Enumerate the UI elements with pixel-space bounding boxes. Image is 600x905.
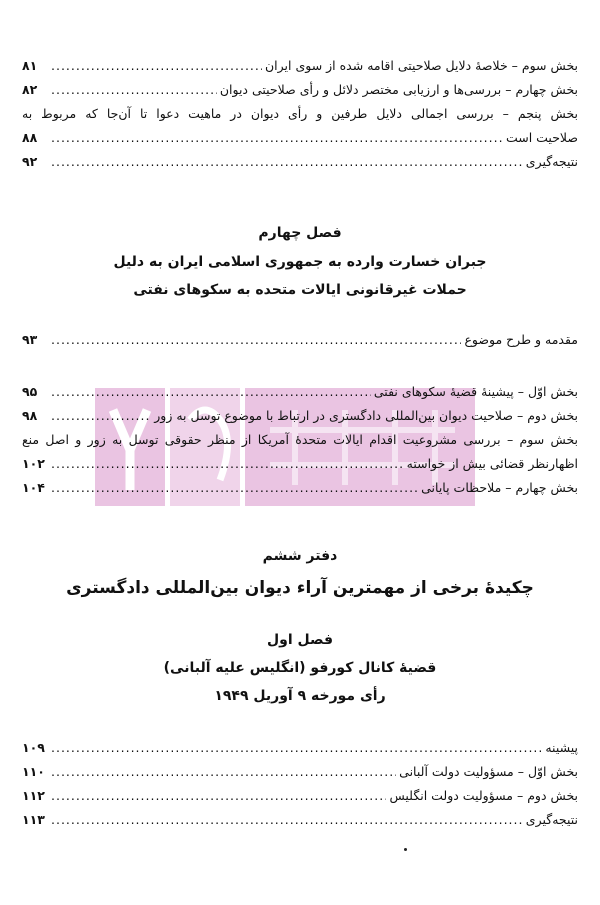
leader-dots (51, 784, 386, 808)
leader-dots (51, 328, 461, 352)
page-mark (404, 848, 407, 851)
toc-entry[interactable] (22, 126, 578, 150)
toc-entry[interactable] (22, 380, 578, 404)
toc-page-number: ۱۰۴ (22, 480, 45, 495)
leader-dots (51, 404, 151, 428)
leader-dots (51, 54, 262, 78)
toc-section-chapter1 (22, 736, 578, 832)
toc-entry[interactable] (22, 784, 578, 808)
toc-entry[interactable] (22, 760, 578, 784)
leader-dots (51, 78, 217, 102)
toc-page-number: ۱۱۲ (22, 788, 45, 803)
toc-entry[interactable] (22, 808, 578, 832)
toc-entry-title: پیشینه (545, 740, 578, 755)
toc-section-top (22, 54, 578, 174)
toc-entry-wrapped-line[interactable]: بخش سوم – بررسی مشروعیت اقدام ایالات متحدهٔ آمریکا از منظر حقوقی توسل به زور و اصل منع (22, 432, 578, 447)
toc-page-number: ۱۱۰ (22, 764, 45, 779)
toc-entry[interactable] (22, 78, 578, 102)
toc-page-number: ۸۲ (22, 82, 38, 97)
toc-entry-title: بخش چهارم – ملاحظات پایانی (421, 480, 578, 495)
toc-page-number: ۱۰۹ (22, 740, 45, 755)
toc-entry[interactable] (22, 54, 578, 78)
toc-entry[interactable] (22, 404, 578, 428)
chapter-title-line: حملات غیرقانونی ایالات متحده به سکوهای نفتی (133, 282, 467, 298)
toc-section-chapter4 (22, 380, 578, 500)
toc-entry-title: مقدمه و طرح موضوع (464, 332, 578, 347)
toc-entry-title: بخش اوّل – پیشینهٔ قضیهٔ سکوهای نفتی (373, 384, 578, 399)
toc-page-number: ۱۱۳ (22, 812, 45, 827)
chapter-heading: فصل چهارم (258, 225, 342, 241)
chapter-heading: فصل اول (267, 632, 333, 648)
leader-dots (51, 380, 371, 404)
toc-entry[interactable] (22, 452, 578, 476)
toc-entry[interactable] (22, 150, 578, 174)
toc-section-intro (22, 328, 578, 352)
book-title: چکیدهٔ برخی از مهمترین آراء دیوان بین‌المللی دادگستری (66, 578, 534, 598)
leader-dots (51, 126, 503, 150)
toc-entry-title: بخش چهارم – بررسی‌ها و ارزیابی مختصر دلائل و رأی صلاحیتی دیوان (219, 82, 578, 97)
leader-dots (51, 452, 404, 476)
toc-page-number: ۹۲ (22, 154, 38, 169)
toc-entry-title: صلاحیت است (505, 130, 578, 145)
toc-page-number: ۹۳ (22, 332, 38, 347)
leader-dots (51, 736, 542, 760)
toc-entry[interactable] (22, 476, 578, 500)
leader-dots (51, 476, 418, 500)
toc-entry-title: بخش دوم – صلاحیت دیوان بین‌المللی دادگستری در ارتباط با موضوع توسل به زور (154, 408, 578, 423)
book-heading: دفتر ششم (262, 548, 338, 564)
toc-entry-title: نتیجه‌گیری (525, 154, 578, 169)
toc-page-number: ۸۱ (22, 58, 38, 73)
toc-entry[interactable] (22, 328, 578, 352)
toc-page-number: ۹۵ (22, 384, 38, 399)
toc-page-number: ۱۰۲ (22, 456, 45, 471)
case-title: قضیهٔ کانال کورفو (انگلیس علیه آلبانی) (163, 660, 437, 676)
judgment-date: رأی مورخه ۹ آوریل ۱۹۴۹ (214, 688, 386, 704)
chapter-title-line: جبران خسارت وارده به جمهوری اسلامی ایران به دلیل (113, 254, 487, 270)
toc-page-number: ۸۸ (22, 130, 38, 145)
toc-entry-wrapped-line[interactable]: بخش پنجم – بررسی اجمالی دلایل طرفین و رأی دیوان در ماهیت دعوا تا آن‌جا که مربوط به (22, 106, 578, 121)
toc-entry-title: اظهارنظر قضائی بیش از خواسته (406, 456, 578, 471)
toc-entry-title: بخش دوم – مسؤولیت دولت انگلیس (389, 788, 578, 803)
toc-entry-title: بخش اوّل – مسؤولیت دولت آلبانی (399, 764, 578, 779)
leader-dots (51, 760, 396, 784)
toc-entry-title: نتیجه‌گیری (525, 812, 578, 827)
toc-page-number: ۹۸ (22, 408, 38, 423)
leader-dots (51, 808, 523, 832)
toc-entry-title: بخش سوم – خلاصهٔ دلایل صلاحیتی اقامه شده از سوی ایران (264, 58, 578, 73)
leader-dots (51, 150, 523, 174)
toc-entry[interactable] (22, 736, 578, 760)
